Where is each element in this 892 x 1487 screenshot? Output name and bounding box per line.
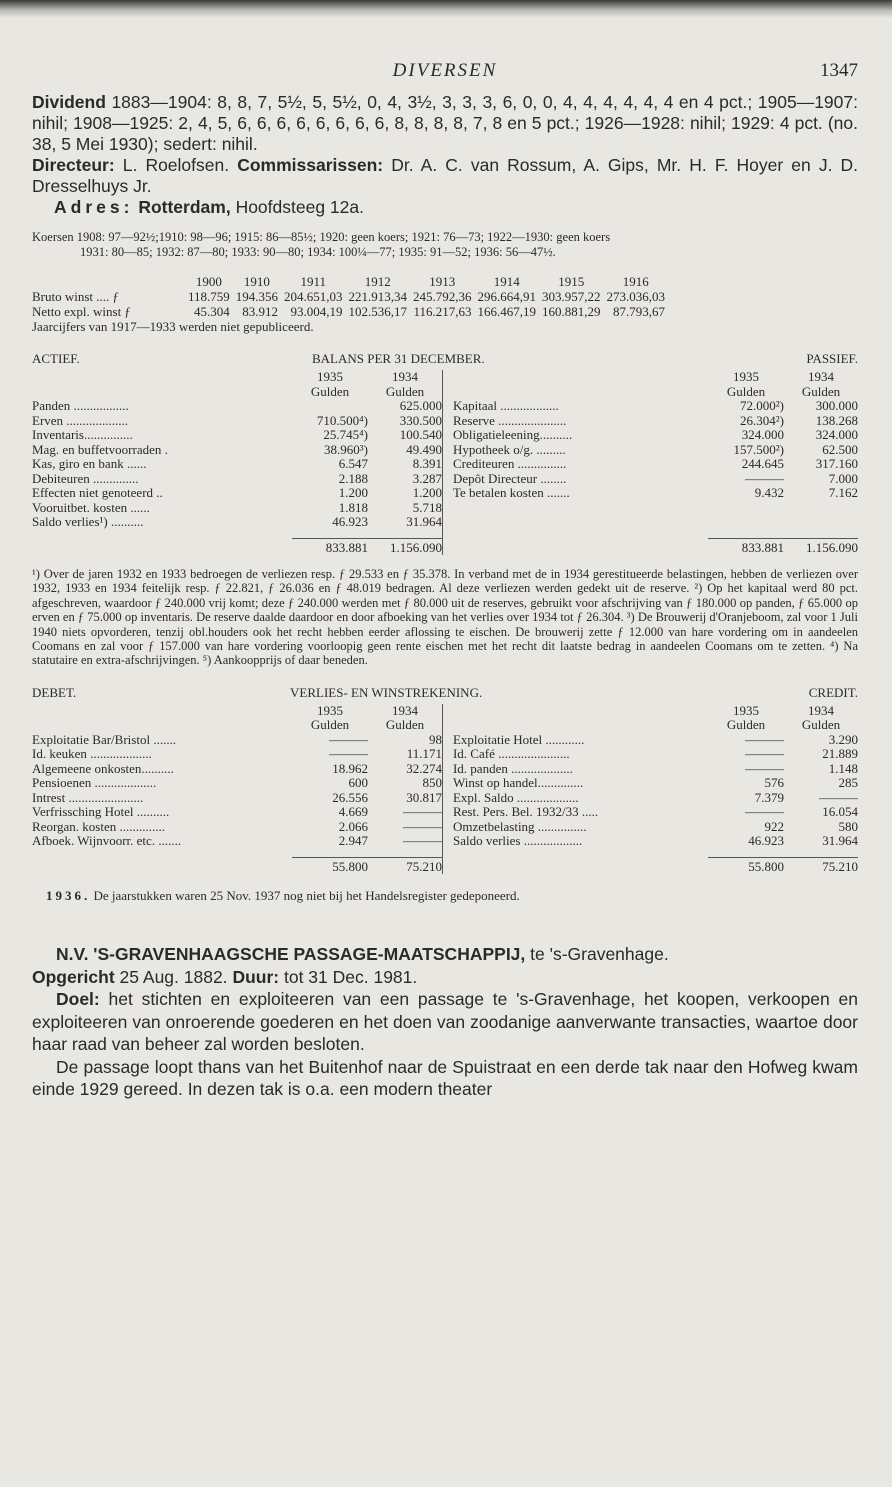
years-cell: 245.792,36 (413, 289, 472, 304)
years-cell: 102.536,17 (348, 304, 408, 319)
passief-item-1935: 324.000 (741, 427, 784, 442)
credit-item-1935: 922 (764, 818, 784, 834)
credit-item-name: Exploitatie Hotel ............ (452, 732, 585, 747)
balans-footnote: ¹) Over de jaren 1932 en 1933 bedroegen de verliezen resp. ƒ 29.533 en ƒ 35.378. In verband met de in 1934 gerestitueerde belastingen, hebben de verliezen over 1932, 1933 en 1934 feitelijk resp. ƒ 22.821, ƒ 26.036 en ƒ 48.019 bedragen. Al deze verliezen werden gedekt uit de reserve. ²) Op het kapitaal werd 80 pct. afgeschreven, waardoor ƒ 240.000 vrij komt; deze ƒ 240.000 werden met ƒ 80.000 uit de reserves, gebruikt voor afschrijving van ƒ 180.000 op panden, ƒ 65.000 op erven en ƒ 75.000 op inventaris. De reserve daalde daardoor en door afboeking van het verlies over 1934 tot ƒ 26.304. ³) De Brouwerij d'Oranjeboom, zal voor 1 Juli 1940 niets opvorderen, tenzij obl.houders ook het recht hebben eerder aflossing te eischen. De brouwerij zette ƒ 12.000 van hare vordering om in aandeelen Coomans en zal voor ƒ 157.000 van hare vordering voorloopig geen rente eischen met het recht dit laatste bedrag in aandeelen Coomans om te zetten. ⁴) Na statutaire en extra-afschrijvingen. ⁵) Aankoopprijs of daar beneden. (32, 567, 858, 668)
credit-row (453, 733, 858, 748)
debet-row (32, 733, 442, 748)
passief-item-name: Kapitaal .................. (452, 399, 559, 413)
actief-item-name: Effecten niet genoteerd .. (32, 486, 163, 500)
actief-row (32, 472, 442, 487)
passief-item-1934: 324.000 (815, 427, 858, 442)
actief-item-1934: 31.964 (406, 514, 442, 529)
credit-item-name: Winst op handel.............. (452, 776, 584, 791)
actief-year-1935: 1935 (316, 369, 343, 384)
verlies-debet (32, 704, 443, 849)
koersen-line-2: 1931: 80—85; 1932: 87—80; 1933: 90—80; 1934: 100¼—77; 1935: 91—52; 1936: 56—47½. (80, 245, 556, 259)
credit-item-1934: 580 (838, 818, 858, 834)
actief-unit-1934: Gulden (385, 383, 425, 399)
passief-item-name: Te betalen kosten ....... (452, 486, 570, 500)
debet-unit-1935: Gulden (310, 717, 350, 733)
credit-unit-1935: Gulden (726, 717, 766, 733)
dividend-text: 1883—1904: 8, 8, 7, 5½, 5, 5½, 0, 4, 3½, 3, 3, 3, 6, 0, 0, 4, 4, 4, 4, 4, 4 en 4 pct.; 1905—1907: nihil; 1908—1925: 2, 4, 5, 6, 6, 6, 6, 6, 6, 6, 6, 8, 8, 8, 8, 7, 8 en 5 pct.; 1926—1928: nihil; 1929: 4 pct. (no. 38, 5 Mei 1930); sedert: nihil. (32, 92, 858, 154)
passief-item-name: Obligatieleening.......... (452, 428, 573, 442)
debet-item-1935: ——— (328, 746, 368, 762)
actief-row (32, 515, 442, 530)
credit-year-header (453, 704, 858, 719)
years-header-row (32, 274, 671, 289)
balans-total-1935-left: 833.881 (292, 538, 368, 556)
actief-year-1934: 1934 (391, 369, 418, 384)
years-cell: 273.036,03 (606, 289, 666, 304)
balans-passief (443, 370, 858, 530)
passief-item-1934: 300.000 (815, 398, 858, 413)
duur-label: Duur: (232, 966, 280, 987)
years-cell: 93.004,19 (290, 304, 343, 319)
credit-item-name: Omzetbelasting ............... (452, 819, 587, 834)
debet-item-1935: 18.962 (332, 760, 368, 776)
actief-item-name: Inventaris............... (32, 428, 133, 442)
years-table-row (32, 289, 671, 304)
debet-item-1935: 600 (348, 775, 368, 791)
koersen-line-1: Koersen 1908: 97—92½;1910: 98—96; 1915: 86—85½; 1920: geen koers; 1921: 76—73; 1922—1930: geen koers (32, 230, 611, 244)
years-cell: 83.912 (242, 304, 279, 319)
passief-row (453, 428, 858, 443)
actief-item-1934: 49.490 (406, 441, 442, 457)
credit-item-1935: ——— (745, 746, 784, 762)
actief-item-name: Saldo verlies¹) .......... (32, 515, 144, 529)
verlies-section (32, 686, 858, 875)
dividend-label: Dividend (32, 92, 106, 112)
credit-row (453, 805, 858, 820)
commissarissen-text: Dr. A. C. van Rossum, A. Gips, Mr. H. F. Hoyer en J. D. Dresselhuys Jr. (32, 155, 859, 196)
actief-unit-header (32, 385, 442, 400)
credit-item-name: Id. panden ................... (452, 761, 573, 776)
credit-row (453, 776, 858, 791)
passief-unit-header (453, 385, 858, 400)
directeur-paragraph (32, 155, 858, 197)
actief-row (32, 501, 442, 516)
passief-row (453, 443, 858, 458)
debet-item-name: Reorgan. kosten .............. (32, 819, 165, 834)
doel-text: het stichten en exploiteeren van een passage te 's-Gravenhage, het koopen, verkoopen en exploiteeren van onroerende goederen en het doen van zoodanige aanverwante transacties, waartoe door haar raad van beheer zal worden besloten. (32, 989, 858, 1055)
running-header (32, 56, 858, 92)
years-cell: 45.304 (194, 304, 230, 319)
balans-totals (32, 530, 858, 556)
debet-year-1935: 1935 (316, 702, 343, 718)
debet-unit-1934: Gulden (385, 717, 425, 733)
debet-item-name: Id. keuken ................... (32, 747, 152, 762)
passief-row (453, 399, 858, 414)
note-1936 (32, 888, 858, 903)
note-1936-year: 1936. (46, 888, 91, 904)
credit-item-1934: 21.889 (822, 746, 858, 762)
verlies-total-1935-right: 55.800 (708, 857, 784, 875)
debet-item-1934: ——— (402, 804, 442, 820)
actief-item-name: Erven ................... (32, 413, 129, 428)
credit-year-1935: 1935 (733, 702, 759, 718)
passief-item-1934: 7.162 (828, 485, 858, 500)
doel-paragraph (32, 988, 858, 1056)
years-row-label: Netto expl. winst ƒ (32, 304, 131, 319)
balans-total-1934-left: 1.156.090 (368, 538, 442, 556)
opgericht-text: 25 Aug. 1882. (119, 966, 228, 987)
passief-item-name: Reserve ..................... (452, 413, 567, 428)
company-name: N.V. 'S-GRAVENHAAGSCHE PASSAGE-MAATSCHAPPIJ, (56, 944, 526, 965)
passief-year-header (453, 370, 858, 385)
passief-year-1934: 1934 (808, 369, 834, 384)
years-table (32, 274, 671, 319)
passief-item-1935: ——— (745, 470, 784, 486)
adres-paragraph (32, 197, 858, 218)
years-note: Jaarcijfers van 1917—1933 werden niet gepubliceerd. (32, 319, 314, 334)
actief-row (32, 399, 442, 414)
debet-item-1934: ——— (402, 833, 442, 849)
company-heading (32, 943, 858, 966)
debet-item-1935: ——— (328, 731, 368, 747)
years-cell: 166.467,19 (477, 304, 537, 319)
credit-row (453, 747, 858, 762)
year-header-cell: 1913 (429, 274, 456, 289)
company-city: te 's-Gravenhage. (530, 944, 669, 965)
passief-item-1934: 138.268 (815, 412, 858, 428)
credit-unit-header (453, 718, 858, 733)
credit-item-name: Expl. Saldo ................... (452, 790, 579, 805)
page-title: DIVERSEN (392, 60, 498, 81)
credit-item-1935: 46.923 (748, 833, 784, 849)
debet-item-name: Pensioenen ................... (32, 776, 157, 791)
years-row-label: Bruto winst .... ƒ (32, 289, 120, 304)
debet-unit-header (32, 718, 442, 733)
passief-heading: PASSIEF. (806, 351, 858, 366)
credit-unit-1934: Gulden (801, 717, 841, 733)
actief-item-name: Debiteuren .............. (32, 471, 139, 486)
adres-street: Hoofdsteeg 12a. (235, 197, 364, 217)
year-header-cell: 1911 (300, 274, 327, 289)
verlies-total-1934-left: 75.210 (368, 857, 442, 875)
credit-item-1935: 7.379 (754, 789, 784, 805)
passief-row (453, 486, 858, 501)
actief-row (32, 457, 442, 472)
credit-item-1935: ——— (745, 804, 784, 820)
actief-item-1935: 46.923 (332, 514, 368, 529)
debet-item-1934: 32.274 (406, 760, 442, 776)
debet-item-name: Exploitatie Bar/Bristol ....... (32, 732, 177, 747)
years-cell: 204.651,03 (284, 289, 343, 304)
passief-unit-1934: Gulden (801, 383, 841, 399)
verlies-columns (32, 704, 858, 849)
years-cell: 160.881,29 (542, 304, 601, 319)
years-cell: 221.913,34 (348, 289, 408, 304)
passief-year-1935: 1935 (733, 369, 759, 384)
actief-item-1934: 100.540 (399, 427, 442, 442)
year-header-cell: 1900 (195, 274, 222, 289)
passief-item-1935: 157.500²) (733, 441, 784, 457)
passief-item-1934: 62.500 (822, 441, 858, 457)
verlies-total-1935-left: 55.800 (292, 857, 368, 875)
passief-unit-1935: Gulden (726, 383, 766, 399)
passief-item-1934: 317.160 (815, 456, 858, 471)
credit-heading: CREDIT. (808, 684, 858, 700)
year-header-cell: 1912 (364, 274, 391, 289)
year-header-cell: 1916 (622, 274, 649, 289)
years-header-blank (32, 274, 188, 289)
passage-paragraph: De passage loopt thans van het Buitenhof naar de Spuistraat en een derde tak naar den Hofweg kwam einde 1929 gereed. In dezen tak is o.a. een modern theater (32, 1056, 858, 1100)
debet-item-name: Intrest ....................... (32, 790, 144, 805)
actief-item-1935: 710.500⁴) (316, 412, 368, 428)
year-header-cell: 1914 (493, 274, 520, 289)
credit-item-1935: ——— (745, 760, 784, 776)
debet-item-1934: 98 (428, 731, 442, 747)
balans-columns (32, 370, 858, 530)
balans-actief (32, 370, 443, 530)
debet-row (32, 820, 442, 835)
directeur-text: L. Roelofsen. (122, 155, 230, 175)
actief-unit-1935: Gulden (310, 383, 350, 399)
verlies-heading: VERLIES- EN WINSTREKENING. (290, 684, 483, 700)
debet-row (32, 805, 442, 820)
debet-item-name: Algemeene onkosten.......... (32, 761, 174, 776)
passief-item-1934: 7.000 (828, 470, 858, 486)
doel-label: Doel: (56, 989, 100, 1010)
balans-section (32, 352, 858, 555)
verlies-headings (32, 686, 858, 704)
year-header-cell: 1910 (243, 274, 270, 289)
credit-item-1934: 31.964 (822, 833, 858, 849)
credit-row (453, 762, 858, 777)
debet-row (32, 776, 442, 791)
directeur-label: Directeur: (32, 155, 115, 175)
actief-row (32, 414, 442, 429)
actief-item-1935: 2.188 (338, 470, 368, 486)
years-cell: 303.957,22 (542, 289, 601, 304)
debet-item-1934: ——— (402, 818, 442, 834)
actief-heading: ACTIEF. (32, 351, 80, 366)
dividend-paragraph (32, 92, 858, 155)
years-table-row (32, 304, 671, 319)
verlies-total-1934-right: 75.210 (784, 857, 858, 875)
credit-item-1934: ——— (819, 789, 858, 805)
credit-item-1934: 3.290 (828, 731, 858, 747)
years-cell: 194.356 (235, 289, 279, 304)
debet-year-1934: 1934 (391, 702, 418, 718)
adres-label: Adres: (54, 197, 134, 217)
credit-item-1935: ——— (745, 731, 784, 747)
actief-row (32, 428, 442, 443)
passief-row (453, 457, 858, 472)
actief-year-header (32, 370, 442, 385)
balans-heading: BALANS PER 31 DECEMBER. (312, 351, 485, 366)
actief-item-1934: 3.287 (412, 470, 442, 486)
scan-top-edge (0, 0, 892, 18)
years-cell: 118.759 (188, 289, 230, 304)
debet-item-name: Afboek. Wijnvoorr. etc. ....... (32, 834, 182, 849)
debet-item-1935: 2.066 (338, 818, 368, 834)
debet-row (32, 834, 442, 849)
note-1936-text: De jaarstukken waren 25 Nov. 1937 nog niet bij het Handelsregister gedeponeerd. (93, 888, 520, 904)
page-number: 1347 (820, 60, 858, 81)
passief-item-1935: 72.000²) (740, 398, 784, 413)
credit-row (453, 820, 858, 835)
actief-item-1935: 1.200 (338, 485, 368, 500)
company-section (32, 943, 858, 1101)
passief-item-1935: 26.304²) (740, 412, 784, 428)
debet-item-1934: 11.171 (406, 746, 442, 762)
credit-row (453, 834, 858, 849)
debet-item-1935: 2.947 (338, 833, 368, 849)
passief-item-1935: 9.432 (754, 485, 784, 500)
credit-item-1935: 576 (764, 775, 784, 791)
debet-item-1934: 30.817 (406, 789, 442, 805)
debet-item-1935: 4.669 (338, 804, 368, 820)
passief-item-1935: 244.645 (741, 456, 784, 471)
actief-item-1935: 6.547 (338, 456, 368, 471)
credit-item-1934: 16.054 (822, 804, 858, 820)
opgericht-line (32, 966, 858, 989)
actief-item-1934: 5.718 (412, 499, 442, 515)
credit-item-name: Saldo verlies .................. (452, 834, 583, 849)
commissarissen-label: Commissarissen: (237, 155, 384, 175)
opgericht-label: Opgericht (32, 966, 115, 987)
actief-item-name: Mag. en buffetvoorraden . (32, 442, 168, 457)
years-cell: 87.793,67 (613, 304, 666, 319)
passief-item-name: Depôt Directeur ........ (452, 471, 567, 486)
duur-text: tot 31 Dec. 1981. (283, 966, 418, 987)
actief-item-name: Kas, giro en bank ...... (32, 457, 147, 471)
debet-item-1935: 26.556 (332, 789, 368, 805)
balans-headings (32, 352, 858, 370)
verlies-totals (32, 849, 858, 875)
debet-heading: DEBET. (32, 684, 77, 700)
actief-item-1935 (292, 399, 368, 414)
debet-row (32, 762, 442, 777)
koersen-block (32, 230, 858, 260)
credit-item-name: Rest. Pers. Bel. 1932/33 ..... (452, 805, 599, 820)
adres-city: Rotterdam, (138, 197, 231, 217)
passief-row (453, 414, 858, 429)
actief-item-1935: 25.745⁴) (323, 427, 368, 442)
passief-item-name: Crediteuren ............... (452, 457, 567, 471)
actief-row (32, 486, 442, 501)
debet-row (32, 747, 442, 762)
debet-item-1934: 850 (422, 775, 442, 791)
debet-row (32, 791, 442, 806)
credit-item-1934: 1.148 (828, 760, 858, 776)
actief-item-1934: 1.200 (412, 485, 442, 500)
credit-row (453, 791, 858, 806)
actief-item-1934: 8.391 (412, 456, 442, 471)
actief-item-1935: 1.818 (338, 499, 368, 515)
actief-row (32, 443, 442, 458)
actief-item-1934: 625.000 (399, 398, 442, 413)
credit-year-1934: 1934 (808, 702, 834, 718)
balans-total-1934-right: 1.156.090 (784, 538, 858, 556)
balans-total-1935-right: 833.881 (708, 538, 784, 556)
passief-item-name: Hypotheek o/g. ......... (452, 442, 566, 457)
credit-item-1934: 285 (838, 775, 858, 791)
verlies-credit (443, 704, 858, 849)
actief-item-1934: 330.500 (399, 412, 442, 428)
debet-year-header (32, 704, 442, 719)
years-cell: 296.664,91 (477, 289, 537, 304)
credit-item-name: Id. Café ...................... (452, 747, 570, 762)
actief-item-name: Panden ................. (32, 399, 129, 413)
years-cell: 116.217,63 (413, 304, 472, 319)
passief-row (453, 472, 858, 487)
document-page (32, 56, 858, 1101)
debet-item-name: Verfrissching Hotel .......... (32, 805, 170, 820)
year-header-cell: 1915 (558, 274, 585, 289)
actief-item-1935: 38.960³) (323, 441, 368, 457)
actief-item-name: Vooruitbet. kosten ...... (32, 500, 150, 515)
